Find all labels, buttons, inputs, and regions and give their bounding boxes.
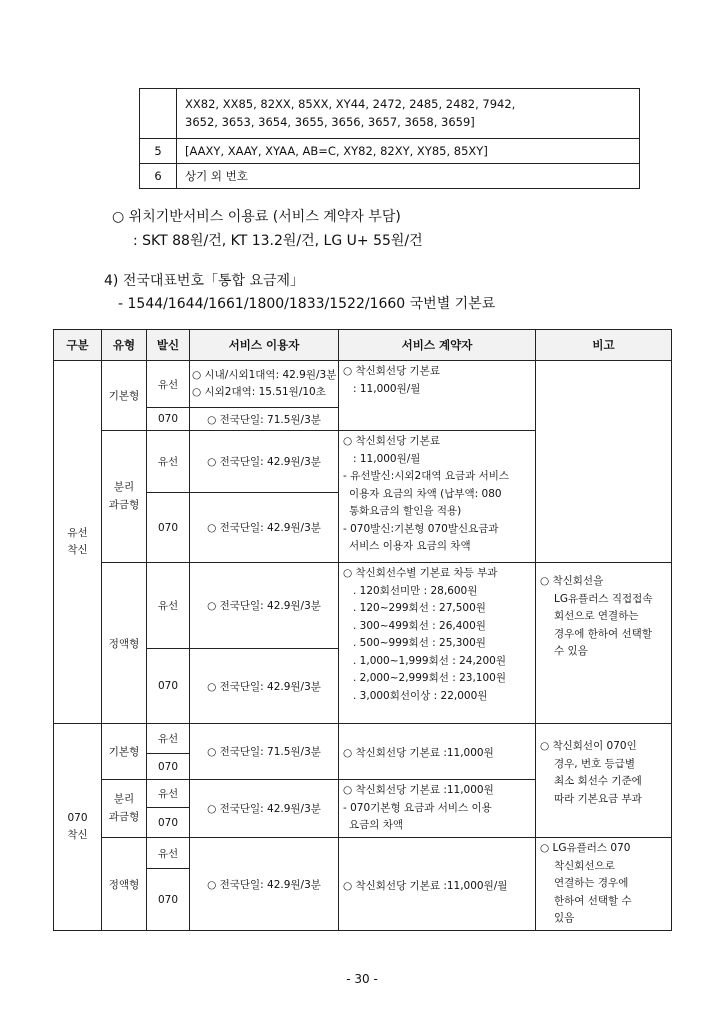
origin-label: 유선	[147, 563, 190, 649]
note-cell: ○ 착신회선을 LG유플러스 직접접속 회선으로 연결하는 경우에 한하여 선택할 수 있음	[536, 563, 672, 724]
user-fee: ○ 전국단일: 42.9원/3분	[190, 493, 339, 563]
table-row	[54, 563, 672, 649]
page-number: - 30 -	[346, 972, 378, 986]
user-fee: ○ 전국단일: 42.9원/3분	[190, 649, 339, 724]
table-row	[140, 89, 640, 139]
contractor-fee: ○ 착신회선당 기본료 : 11,000원/월 - 유선발신:시외2대역 요금과 서비스 이용자 요금의 차액 (납부액: 080 통화요금의 할인을 적용) - 070발신:기본형 070발신요금과 서비스 이용자 요금의 차액	[339, 431, 536, 563]
note-cell	[536, 361, 672, 563]
number-grade-table	[139, 88, 640, 189]
contractor-fee: ○ 착신회선당 기본료 :11,000원/월	[339, 838, 536, 931]
group-label: 유선 착신	[54, 361, 102, 724]
note-cell: ○ 착신회선이 070인 경우, 번호 등급별 최소 회선수 기준에 따라 기본요금 부과	[536, 724, 672, 838]
contractor-fee: ○ 착신회선당 기본료 :11,000원 - 070기본형 요금과 서비스 이용 요금의 차액	[339, 780, 536, 838]
type-label: 분리 과금형	[102, 780, 147, 838]
origin-label: 유선	[147, 724, 190, 754]
location-fee-detail: : SKT 88원/건, KT 13.2원/건, LG U+ 55원/건	[133, 233, 423, 249]
section-detail: - 1544/1644/1661/1800/1833/1522/1660 국번별 기본료	[118, 296, 496, 312]
table-row	[54, 724, 672, 754]
header-row	[54, 330, 672, 361]
note-cell: ○ LG유플러스 070 착신회선으로 연결하는 경우에 한하여 선택할 수 있음	[536, 838, 672, 931]
origin-label: 070	[147, 408, 190, 431]
section-heading: 4) 전국대표번호「통합 요금제」	[104, 273, 305, 289]
header-type: 유형	[102, 330, 147, 361]
grade-number: 6	[140, 164, 177, 189]
origin-label: 유선	[147, 780, 190, 808]
user-fee: ○ 전국단일: 42.9원/3분	[190, 563, 339, 649]
user-fee: ○ 전국단일: 42.9원/3분	[190, 780, 339, 838]
fee-table	[53, 329, 672, 931]
contractor-fee: ○ 착신회선당 기본료 : 11,000원/월	[339, 361, 536, 431]
type-label: 정액형	[102, 838, 147, 931]
contractor-fee: ○ 착신회선수별 기본료 차등 부과 . 120회선미만 : 28,600원 . 120~299회선 : 27,500원 . 300~499회선 : 26,400원 . 500~999회선 : 25,300원 . 1,000~1,999회선 : 24,200원 . 2,000~2,999회선 : 23,100원 . 3,000회선이상 : 22,000원	[339, 563, 536, 724]
user-fee: ○ 전국단일: 42.9원/3분	[190, 431, 339, 493]
origin-label: 유선	[147, 838, 190, 869]
header-contractor: 서비스 계약자	[339, 330, 536, 361]
user-fee: ○ 전국단일: 71.5원/3분	[190, 724, 339, 780]
origin-label: 유선	[147, 431, 190, 493]
user-fee: ○ 전국단일: 42.9원/3분	[190, 838, 339, 931]
type-label: 분리 과금형	[102, 431, 147, 563]
table-row	[54, 838, 672, 869]
grade-number	[140, 89, 177, 139]
origin-label: 070	[147, 808, 190, 838]
origin-label: 070	[147, 649, 190, 724]
header-category: 구분	[54, 330, 102, 361]
table-row	[54, 361, 672, 408]
grade-number: 5	[140, 139, 177, 164]
origin-label: 070	[147, 493, 190, 563]
origin-label: 070	[147, 869, 190, 931]
origin-label: 유선	[147, 361, 190, 408]
origin-label: 070	[147, 754, 190, 780]
header-note: 비고	[536, 330, 672, 361]
type-label: 정액형	[102, 563, 147, 724]
user-fee: ○ 시내/시외1대역: 42.9원/3분 ○ 시외2대역: 15.51원/10초	[190, 361, 339, 408]
grade-patterns: 상기 외 번호	[177, 164, 640, 189]
grade-patterns: XX82, XX85, 82XX, 85XX, XY44, 2472, 2485, 2482, 7942, 3652, 3653, 3654, 3655, 3656, 3657, 3658, 3659]	[177, 89, 640, 139]
group-label: 070 착신	[54, 724, 102, 931]
contractor-fee: ○ 착신회선당 기본료 :11,000원	[339, 724, 536, 780]
grade-patterns: [AAXY, XAAY, XYAA, AB=C, XY82, 82XY, XY85, 85XY]	[177, 139, 640, 164]
user-fee: ○ 전국단일: 71.5원/3분	[190, 408, 339, 431]
header-origin: 발신	[147, 330, 190, 361]
header-user: 서비스 이용자	[190, 330, 339, 361]
type-label: 기본형	[102, 724, 147, 780]
type-label: 기본형	[102, 361, 147, 431]
table-row	[140, 139, 640, 164]
location-fee-heading: ○ 위치기반서비스 이용료 (서비스 계약자 부담)	[112, 209, 401, 225]
table-row	[140, 164, 640, 189]
